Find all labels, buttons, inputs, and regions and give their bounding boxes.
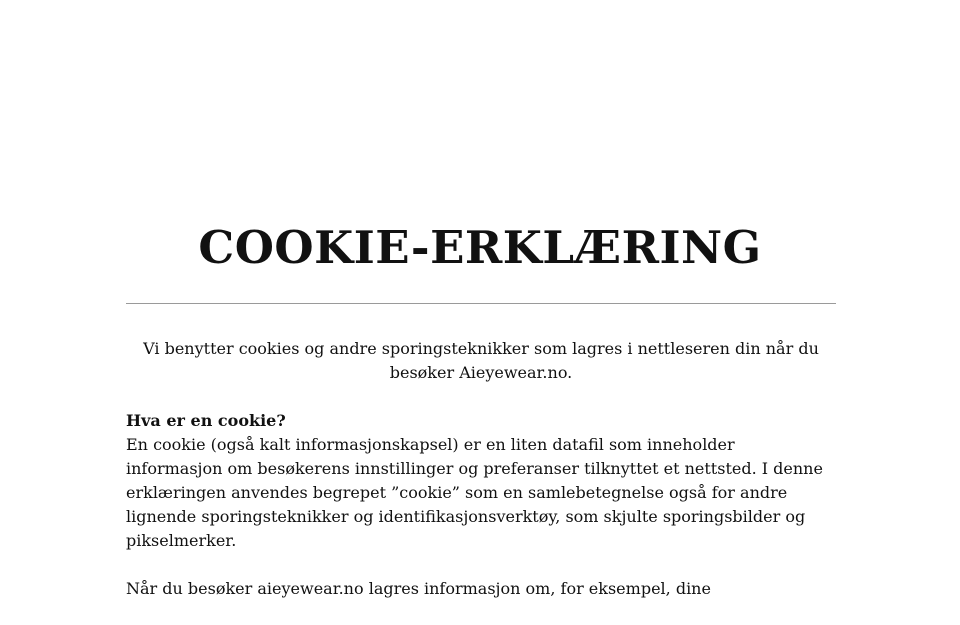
page-title: COOKIE-ERKLÆRING bbox=[198, 221, 762, 274]
section-body: En cookie (også kalt informasjonskapsel) er en liten datafil som inneholder informasjon om besøkerens innstillinger og preferanser tilknyttet et nettsted. I denne erklæringen anvendes begrepet ”cookie” som en samlebetegnelse også for andre lignende sporingsteknikker og identifikasjonsverktøy, som skjulte sporingsbilder og pikselmerker. bbox=[126, 435, 823, 550]
section-what-is-cookie bbox=[126, 409, 836, 553]
intro-text: Vi benytter cookies og andre sporingsteknikker som lagres i nettleseren din når du besøker Aieyewear.no. bbox=[143, 339, 819, 382]
title-divider bbox=[126, 303, 836, 304]
section-body: Når du besøker aieyewear.no lagres informasjon om, for eksempel, dine bbox=[126, 579, 711, 598]
cookie-statement-content bbox=[126, 337, 836, 625]
section-heading: Hva er en cookie? bbox=[126, 411, 286, 430]
section-when-visiting bbox=[126, 577, 836, 601]
